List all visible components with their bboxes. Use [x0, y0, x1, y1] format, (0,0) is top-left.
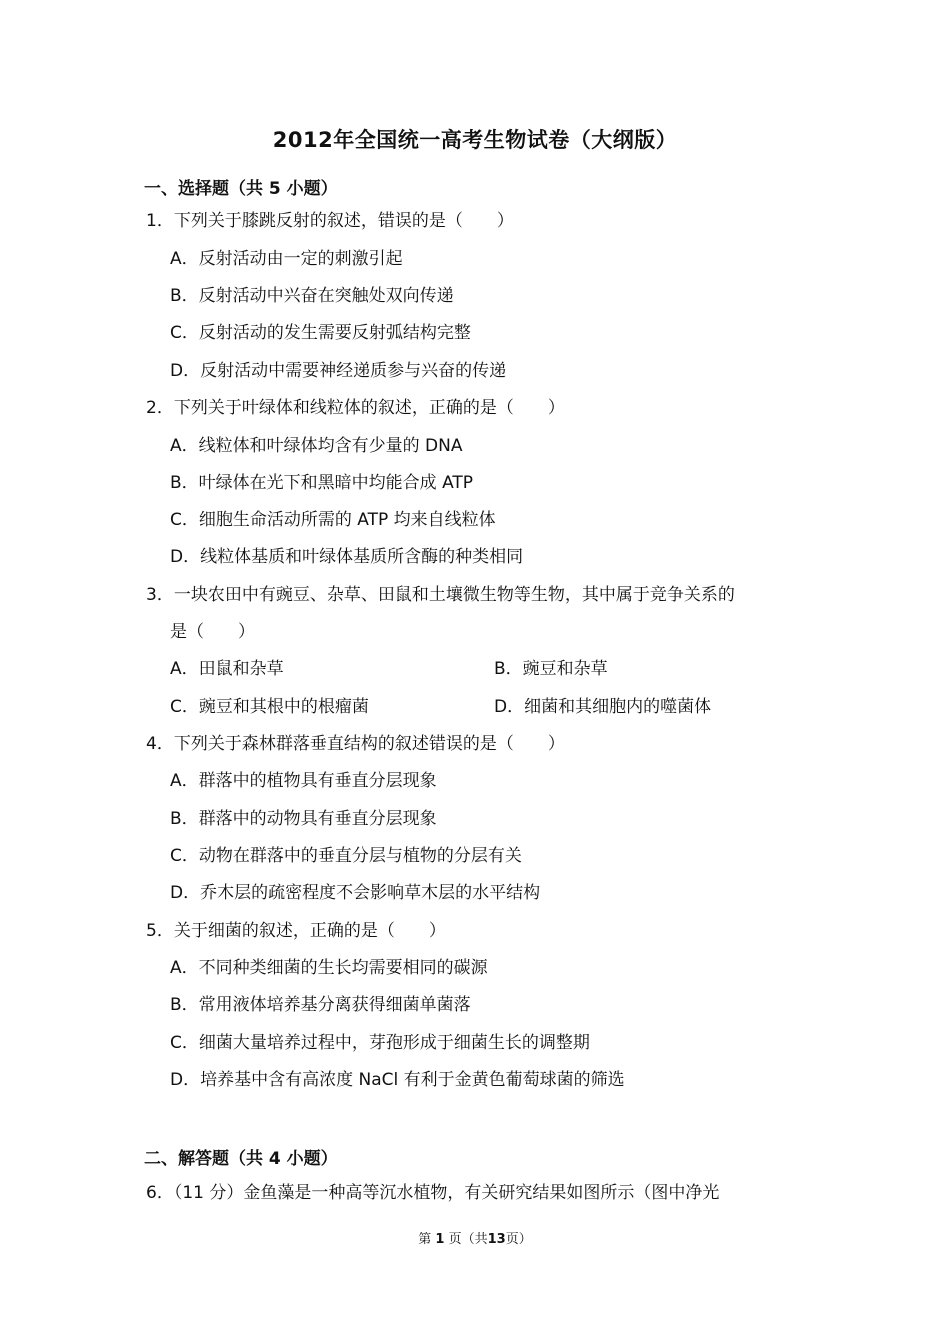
question-1-option-c: C．反射活动的发生需要反射弧结构完整	[170, 323, 471, 343]
question-6-stem: 6．（11 分）金鱼藻是一种高等沉水植物，有关研究结果如图所示（图中净光	[146, 1183, 720, 1203]
section-heading-answer: 二、解答题（共 4 小题）	[144, 1149, 338, 1169]
footer-total-pages: 13	[487, 1232, 506, 1247]
question-3-option-d: D．细菌和其细胞内的噬菌体	[494, 697, 712, 717]
question-5-option-d: D．培养基中含有高浓度 NaCl 有利于金黄色葡萄球菌的筛选	[170, 1070, 625, 1090]
question-3-stem: 3．一块农田中有豌豆、杂草、田鼠和土壤微生物等生物，其中属于竞争关系的	[146, 585, 735, 605]
footer-mid: 页（共	[448, 1232, 488, 1247]
question-1-option-a: A．反射活动由一定的刺激引起	[170, 249, 403, 269]
footer-prefix: 第	[418, 1232, 432, 1247]
question-2-option-b: B．叶绿体在光下和黑暗中均能合成 ATP	[170, 473, 474, 493]
question-3-stem-continued: 是（ ）	[170, 622, 255, 642]
question-2-option-d: D．线粒体基质和叶绿体基质所含酶的种类相同	[170, 547, 524, 567]
question-1-stem: 1．下列关于膝跳反射的叙述，错误的是（ ）	[146, 211, 514, 231]
question-3-option-c: C．豌豆和其根中的根瘤菌	[170, 697, 369, 717]
question-2-stem: 2．下列关于叶绿体和线粒体的叙述，正确的是（ ）	[146, 398, 565, 418]
question-1-option-d: D．反射活动中需要神经递质参与兴奋的传递	[170, 361, 507, 381]
question-5-option-b: B．常用液体培养基分离获得细菌单菌落	[170, 995, 471, 1015]
question-3-option-a: A．田鼠和杂草	[170, 659, 284, 679]
question-4-option-c: C．动物在群落中的垂直分层与植物的分层有关	[170, 846, 522, 866]
question-4-option-d: D．乔木层的疏密程度不会影响草木层的水平结构	[170, 883, 541, 903]
footer-page-number: 1	[435, 1232, 445, 1247]
question-4-option-a: A．群落中的植物具有垂直分层现象	[170, 771, 437, 791]
page-title: 2012年全国统一高考生物试卷（大纲版）	[272, 128, 678, 152]
question-2-option-c: C．细胞生命活动所需的 ATP 均来自线粒体	[170, 510, 496, 530]
question-5-option-a: A．不同种类细菌的生长均需要相同的碳源	[170, 958, 488, 978]
question-2-option-a: A．线粒体和叶绿体均含有少量的 DNA	[170, 436, 463, 456]
footer-suffix: 页）	[505, 1232, 532, 1247]
question-5-stem: 5．关于细菌的叙述，正确的是（ ）	[146, 921, 446, 941]
section-heading-choice: 一、选择题（共 5 小题）	[144, 179, 338, 199]
page-footer	[0, 1228, 950, 1247]
question-4-option-b: B．群落中的动物具有垂直分层现象	[170, 809, 437, 829]
question-3-option-b: B．豌豆和杂草	[494, 659, 608, 679]
question-4-stem: 4．下列关于森林群落垂直结构的叙述错误的是（ ）	[146, 734, 565, 754]
question-5-option-c: C．细菌大量培养过程中，芽孢形成于细菌生长的调整期	[170, 1033, 590, 1053]
question-1-option-b: B．反射活动中兴奋在突触处双向传递	[170, 286, 454, 306]
